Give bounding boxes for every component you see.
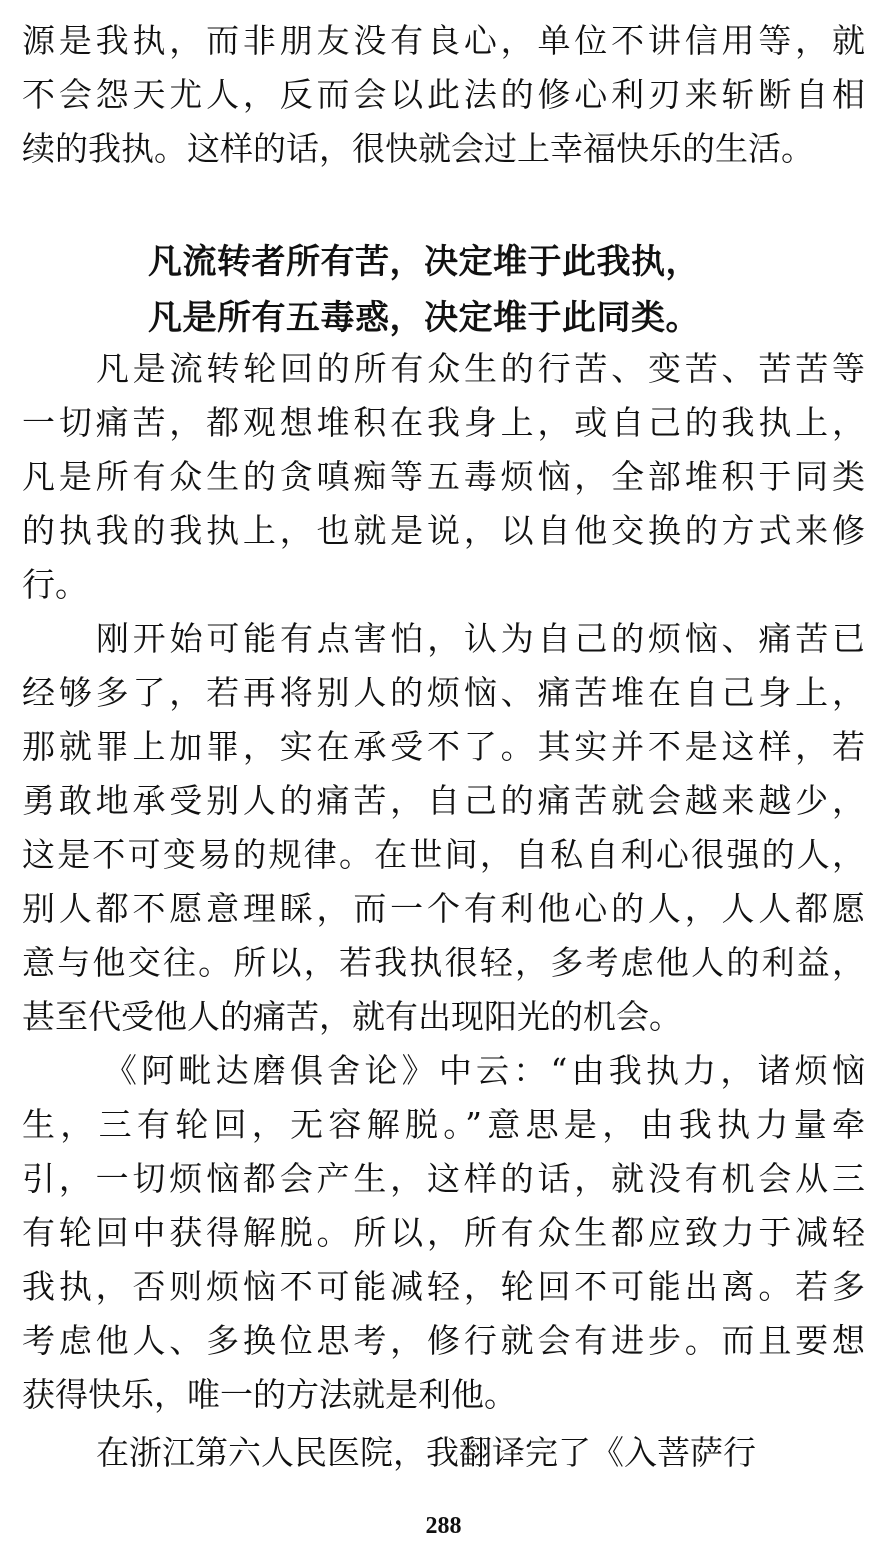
text-line: 获得快乐，唯一的方法就是利他。	[22, 1375, 517, 1414]
text-line: 别人都不愿意理睬，而一个有利他心的人，人人都愿	[22, 889, 865, 928]
text-line: 凡是所有众生的贪嗔痴等五毒烦恼，全部堆积于同类	[22, 457, 865, 496]
text-line: 勇敢地承受别人的痛苦，自己的痛苦就会越来越少，	[22, 781, 865, 820]
text-line: 有轮回中获得解脱。所以，所有众生都应致力于减轻	[22, 1213, 865, 1252]
page-number: 288	[425, 1513, 462, 1539]
text-line: 我执，否则烦恼不可能减轻，轮回不可能出离。若多	[22, 1267, 865, 1306]
text-line: 行。	[22, 565, 88, 604]
text-line: 不会怨天尤人，反而会以此法的修心利刃来斩断自相	[22, 75, 865, 114]
text-line: 源是我执，而非朋友没有良心，单位不讲信用等，就	[22, 21, 865, 60]
text-line: 考虑他人、多换位思考，修行就会有进步。而且要想	[22, 1321, 865, 1360]
verse-line-2: 凡是所有五毒惑，决定堆于此同类。	[148, 298, 700, 338]
text-line: 引，一切烦恼都会产生，这样的话，就没有机会从三	[22, 1159, 865, 1198]
text-line: 的执我的我执上，也就是说，以自他交换的方式来修	[22, 511, 865, 550]
text-line: 在浙江第六人民医院，我翻译完了《入菩萨行	[96, 1433, 756, 1472]
text-line: 《阿毗达磨俱舍论》中云：“由我执力，诸烦恼	[104, 1051, 865, 1090]
text-line: 这是不可变易的规律。在世间，自私自利心很强的人，	[22, 835, 865, 874]
verse-line-1: 凡流转者所有苦，决定堆于此我执，	[148, 242, 700, 282]
text-line: 凡是流转轮回的所有众生的行苦、变苦、苦苦等	[96, 349, 865, 388]
text-line: 生，三有轮回，无容解脱。”意思是，由我执力量牵	[22, 1105, 865, 1144]
text-line: 经够多了，若再将别人的烦恼、痛苦堆在自己身上，	[22, 673, 865, 712]
text-line: 刚开始可能有点害怕，认为自己的烦恼、痛苦已	[96, 619, 865, 658]
text-line: 那就罪上加罪，实在承受不了。其实并不是这样，若	[22, 727, 865, 766]
text-line: 意与他交往。所以，若我执很轻，多考虑他人的利益，	[22, 943, 865, 982]
text-line: 一切痛苦，都观想堆积在我身上，或自己的我执上，	[22, 403, 865, 442]
text-line: 续的我执。这样的话，很快就会过上幸福快乐的生活。	[22, 129, 814, 168]
text-line: 甚至代受他人的痛苦，就有出现阳光的机会。	[22, 997, 682, 1036]
